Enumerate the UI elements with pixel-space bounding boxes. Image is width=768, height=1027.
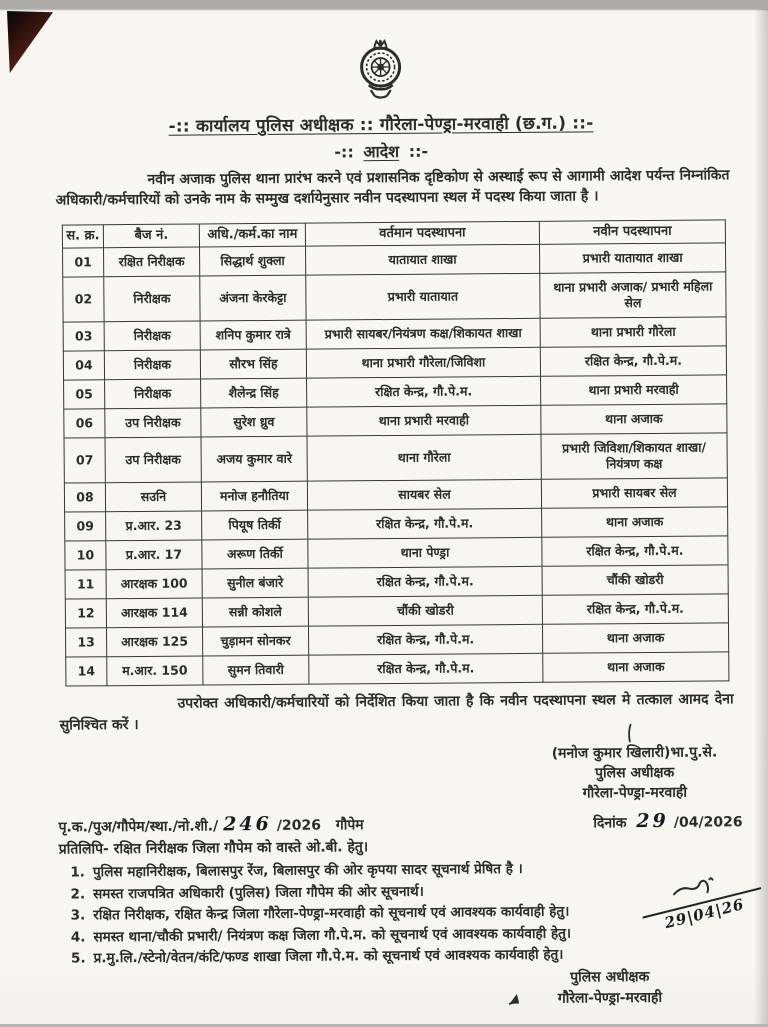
footer-district: गौरेला-पेण्ड्रा-मरवाही bbox=[557, 989, 663, 1007]
cell-badge: प्र.आर. 23 bbox=[106, 511, 202, 541]
cell-sno: 12 bbox=[65, 599, 106, 628]
cell-badge: निरीक्षक bbox=[104, 276, 200, 322]
cell-new: रक्षित केन्द्र, गौ.पे.म. bbox=[540, 346, 726, 376]
table-row bbox=[66, 652, 729, 686]
list-item-number: 5. bbox=[70, 950, 86, 967]
cell-sno: 03 bbox=[63, 322, 104, 351]
signatory-name: (मनोज कुमार खिलारी)भा.पु.से. bbox=[551, 744, 718, 763]
cell-current: सायबर सेल bbox=[307, 480, 541, 511]
cell-new: रक्षित केन्द्र, गौ.पे.म. bbox=[542, 594, 728, 624]
cell-name: मनोज हनौतिया bbox=[201, 482, 307, 512]
cell-name: सुरेश ध्रुव bbox=[201, 408, 307, 438]
cell-sno: 02 bbox=[63, 277, 104, 322]
cell-badge: आरक्षक 114 bbox=[106, 598, 202, 628]
cell-current: थाना प्रभारी गौरेला/जिविशा bbox=[306, 348, 540, 379]
cell-badge: आरक्षक 125 bbox=[106, 627, 202, 657]
closing-paragraph: उपरोक्त अधिकारी/कर्मचारियों को निर्देशित किया जाता है कि नवीन पदस्थापना स्थल मे तत्काल आमद देना सुनिश्चित करें । bbox=[59, 691, 734, 735]
cell-sno: 10 bbox=[65, 541, 106, 570]
cell-new: थाना अजाक bbox=[542, 507, 728, 537]
cell-new: प्रभारी सायबर सेल bbox=[541, 478, 727, 508]
cell-name: अजय कुमार वारे bbox=[201, 437, 307, 483]
cell-current: रक्षित केन्द्र, गौ.पे.म. bbox=[308, 567, 542, 598]
list-item-number: 2. bbox=[70, 885, 86, 903]
cell-name: सुमन तिवारी bbox=[203, 656, 309, 686]
intro-paragraph: नवीन अजाक पुलिस थाना प्रारंभ करने एवं प्रशासनिक दृष्टिकोण से अस्थाई रूप से आगामी आदेश पर्यन्त निम्नांकित अधिकारी/कर्मचारियों को उनके नाम के सम्मुख दर्शायेनुसार नवीन पदस्थापना स्थल में पदस्थ किया जाता है । bbox=[55, 167, 730, 209]
cell-sno: 09 bbox=[65, 512, 106, 541]
scribble-arrow-icon bbox=[508, 992, 524, 1012]
list-item-text: समस्त राजपत्रित अधिकारी (पुलिस) जिला गौपेम की ओर सूचनार्थ। bbox=[93, 883, 424, 902]
reference-number-handwritten: 246 bbox=[223, 813, 272, 836]
cell-name: सुनील बंजारे bbox=[202, 569, 308, 599]
list-item-number: 4. bbox=[70, 928, 86, 946]
cell-badge: उप निरीक्षक bbox=[105, 437, 201, 483]
list-item-number: 1. bbox=[70, 864, 85, 881]
cell-new: थाना अजाक bbox=[543, 652, 729, 682]
posting-table bbox=[62, 219, 730, 687]
cell-current: थाना गौरेला bbox=[307, 435, 541, 482]
cell-name: शनिप कुमार रात्रे bbox=[200, 321, 306, 351]
cell-current: थाना पेण्ड्रा bbox=[308, 538, 542, 569]
copy-to-list bbox=[59, 857, 736, 970]
cell-new: प्रभारी जिविशा/शिकायत शाखा/ नियंत्रण कक्ष bbox=[541, 433, 727, 479]
cell-new: प्रभारी यातायात शाखा bbox=[540, 243, 726, 273]
order-heading bbox=[0, 137, 765, 165]
date-rest: /04/2026 bbox=[673, 814, 743, 831]
cell-new: थाना प्रभारी गौरेला bbox=[540, 317, 726, 347]
cell-current: चौंकी खोडरी bbox=[308, 596, 542, 627]
signatory-designation: पुलिस अधीक्षक bbox=[595, 765, 675, 782]
cell-badge: सउनि bbox=[105, 482, 201, 512]
date-label: दिनांक bbox=[593, 815, 627, 832]
cell-badge: प्र.आर. 17 bbox=[106, 540, 202, 570]
cell-sno: 01 bbox=[63, 248, 104, 277]
reference-number-line bbox=[58, 812, 363, 836]
cell-current: प्रभारी सायबर/नियंत्रण कक्ष/शिकायत शाखा bbox=[306, 319, 540, 350]
reference-suffix: /2026 bbox=[276, 817, 321, 835]
table-row bbox=[64, 433, 727, 483]
handwritten-date: 29|04|26 bbox=[642, 887, 765, 937]
cell-sno: 14 bbox=[66, 657, 107, 686]
cell-sno: 11 bbox=[65, 570, 106, 599]
cell-name: अंजना केरकेट्टा bbox=[200, 276, 306, 322]
list-item-number: 3. bbox=[70, 907, 86, 924]
cell-new: थाना अजाक bbox=[542, 623, 728, 653]
cell-badge: म.आर. 150 bbox=[107, 656, 203, 686]
list-item-text: पुलिस महानिरीक्षक, बिलासपुर रेंज, बिलासपुर की ओर कृपया सादर सूचनार्थ प्रेषित है । bbox=[92, 861, 523, 881]
list-item-text: समस्त थाना/चौकी प्रभारी/ नियंत्रण कक्ष जिला गौ.पे.म. को सूचनार्थ एवं आवश्यक कार्यवाही हेतु। bbox=[93, 925, 572, 945]
cell-sno: 08 bbox=[64, 483, 105, 512]
cell-name: अरूण तिर्की bbox=[202, 540, 308, 570]
cell-name: सिद्धार्थ शुक्ला bbox=[200, 247, 306, 277]
cell-current: रक्षित केन्द्र, गौ.पे.म. bbox=[307, 377, 541, 408]
signatory-district: गौरेला-पेण्ड्रा-मरवाही bbox=[582, 784, 687, 802]
copy-to-heading: प्रतिलिपि- रक्षित निरीक्षक जिला गौपेम को वास्ते ओ.बी. हेतु। bbox=[58, 839, 369, 858]
order-heading-prefix: -:: bbox=[334, 142, 354, 162]
police-emblem-icon bbox=[347, 38, 414, 109]
col-header-new-posting: नवीन पदस्थापना bbox=[539, 219, 725, 244]
cell-current: रक्षित केन्द्र, गौ.पे.म. bbox=[308, 509, 542, 540]
signatory-block bbox=[527, 744, 742, 805]
office-title: -:: कार्यालय पुलिस अधीक्षक :: गौरेला-पेण्ड्रा-मरवाही (छ.ग.) ::- bbox=[168, 113, 594, 137]
cell-name: चुड़ामन सोनकर bbox=[202, 627, 308, 657]
cell-sno: 13 bbox=[65, 628, 106, 657]
list-item bbox=[60, 943, 736, 970]
col-header-serial: स. क्र. bbox=[62, 224, 103, 248]
cell-badge: उप निरीक्षक bbox=[105, 408, 201, 438]
cell-new: थाना अजाक bbox=[541, 404, 727, 434]
cell-name: सन्नी कोशले bbox=[202, 598, 308, 628]
cell-new: थाना प्रभारी मरवाही bbox=[541, 375, 727, 405]
cell-badge: निरीक्षक bbox=[105, 379, 201, 409]
cell-name: पियूष तिर्की bbox=[202, 511, 308, 541]
cell-current: प्रभारी यातायात bbox=[306, 274, 540, 321]
cell-current: रक्षित केन्द्र, गौ.पे.म. bbox=[308, 625, 542, 656]
order-heading-word: आदेश bbox=[363, 141, 400, 162]
cell-badge: रक्षित निरीक्षक bbox=[104, 247, 200, 277]
col-header-badge: बैज नं. bbox=[103, 224, 199, 249]
cell-new: थाना प्रभारी अजाक/ प्रभारी महिला सेल bbox=[540, 272, 726, 318]
col-header-current-posting: वर्तमान पदस्थापना bbox=[305, 221, 539, 247]
cell-current: थाना प्रभारी मरवाही bbox=[307, 406, 541, 437]
cell-current: रक्षित केन्द्र, गौ.पे.म. bbox=[309, 654, 543, 685]
cell-sno: 04 bbox=[63, 351, 104, 380]
col-header-name: अधि./कर्म.का नाम bbox=[199, 223, 305, 248]
cell-current: यातायात शाखा bbox=[306, 245, 540, 276]
cell-name: सौरभ सिंह bbox=[200, 350, 306, 380]
cell-name: शैलेन्द्र सिंह bbox=[201, 379, 307, 409]
reference-row bbox=[58, 809, 742, 836]
reference-prefix: पृ.क./पुअ/गौपेम/स्था./नो.शी./ bbox=[58, 818, 219, 836]
cell-new: रक्षित केन्द्र, गौ.पे.म. bbox=[542, 536, 728, 566]
order-heading-suffix: ::- bbox=[408, 141, 429, 161]
table-row bbox=[63, 272, 726, 322]
reference-place: गौपेम bbox=[335, 817, 364, 834]
cell-new: चौंकी खोडरी bbox=[542, 565, 728, 595]
date-line bbox=[593, 809, 742, 832]
footer-signature-block bbox=[500, 967, 720, 1009]
list-item-text: प्र.मु.लि./स्टेनो/वेतन/कंटि/फण्ड शाखा जिला गौ.पे.म. को सूचनार्थ एवं आवश्यक कार्यवाही हेतु। bbox=[93, 946, 564, 967]
cell-badge: निरीक्षक bbox=[104, 321, 200, 351]
date-day-handwritten: 29 bbox=[636, 809, 669, 833]
signature-stroke-icon bbox=[623, 723, 637, 752]
footer-designation: पुलिस अधीक्षक bbox=[570, 969, 650, 987]
cell-sno: 06 bbox=[64, 409, 105, 438]
cell-sno: 07 bbox=[64, 438, 105, 483]
cell-badge: निरीक्षक bbox=[104, 350, 200, 380]
cell-badge: आरक्षक 100 bbox=[106, 569, 202, 599]
list-item-text: रक्षित निरीक्षक, रक्षित केन्द्र जिला गौरेला-पेण्ड्रा-मरवाही को सूचनार्थ एवं आवश्यक कार्यवाही हेतु। bbox=[93, 903, 570, 924]
cell-sno: 05 bbox=[64, 380, 105, 409]
